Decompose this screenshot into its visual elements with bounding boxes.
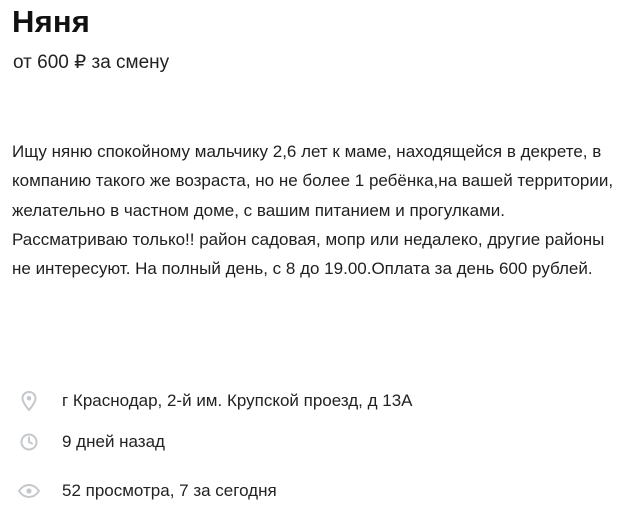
- location-text: г Краснодар, 2-й им. Крупской проезд, д 13А: [62, 391, 413, 410]
- listing-description: Ищу няню спокойному мальчику 2,6 лет к маме, находящейся в декрете, в компанию такого же возраста, но не более 1 ребёнка,на вашей территории, желательно в частном доме, с вашим питанием и прогулками. Рассматриваю только!! район садовая, мопр или недалеко, другие районы не интересуют. На полный день, с 8 до 19.00.Оплата за день 600 рублей.: [12, 142, 614, 279]
- clock-icon: [16, 429, 42, 455]
- posted-row: [16, 429, 165, 455]
- posted-text: 9 дней назад: [62, 432, 165, 451]
- location-row[interactable]: [16, 388, 413, 414]
- listing-price: от 600 ₽ за смену: [13, 52, 170, 73]
- views-text: 52 просмотра, 7 за сегодня: [62, 481, 277, 500]
- map-pin-icon: [16, 388, 42, 414]
- eye-icon: [16, 478, 42, 504]
- views-row: [16, 478, 277, 504]
- listing-title: Няня: [12, 4, 91, 39]
